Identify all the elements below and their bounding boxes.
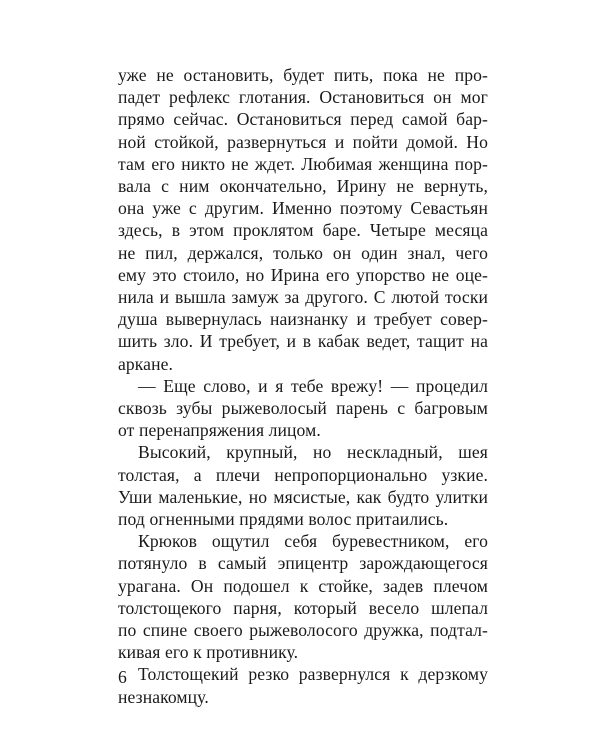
text-line: ему это стоило, но Ирина его упорство не оце- — [118, 264, 488, 285]
page-text — [118, 64, 488, 708]
paragraph-1 — [118, 64, 488, 375]
paragraph-3 — [118, 441, 488, 530]
text-line: толстая, а плечи непропорционально узкие. — [118, 464, 488, 485]
paragraph-5 — [118, 663, 488, 707]
text-line: по спине своего рыжеволосого дружка, подтал- — [118, 620, 488, 641]
paragraph-2 — [118, 375, 488, 442]
text-line: Уши маленькие, но мясистые, как будто улитки — [118, 486, 488, 507]
text-line: там его никто не ждет. Любимая женщина пор- — [118, 153, 488, 174]
text-line: кивая его к противнику. — [118, 642, 299, 663]
text-line: потянуло в самый эпицентр зарождающегося — [118, 553, 488, 574]
text-line: Крюков ощутил себя буревестником, его — [138, 531, 488, 552]
text-line: падет рефлекс глотания. Остановиться он мог — [118, 87, 488, 108]
text-line: шить зло. И требует, и в кабак ведет, тащит на — [118, 331, 488, 352]
text-line: вала с ним окончательно, Ирину не вернуть, — [118, 176, 488, 197]
text-line: не пил, держался, только он один знал, чего — [118, 242, 488, 263]
text-line: толстощекого парня, который весело шлепал — [118, 597, 488, 618]
text-line: — Еще слово, и я тебе врежу! — процедил — [138, 375, 488, 396]
text-line: ной стойкой, развернуться и пойти домой. Но — [118, 131, 488, 152]
text-line: под огненными прядями волос притаились. — [118, 509, 449, 530]
text-line: душа вывернулась наизнанку и требует совер- — [118, 309, 488, 330]
text-line: сквозь зубы рыжеволосый парень с багровым — [118, 398, 488, 419]
text-line: от перенапряжения лицом. — [118, 420, 321, 441]
text-line: аркане. — [118, 353, 174, 374]
page-number: 6 — [118, 667, 127, 687]
text-line: уже не остановить, будет пить, пока не про- — [118, 65, 488, 85]
text-line: прямо сейчас. Остановиться перед самой бар- — [118, 109, 488, 130]
text-line: незнакомцу. — [118, 686, 209, 707]
text-line: Высокий, крупный, но нескладный, шея — [138, 442, 488, 463]
text-line: Толстощекий резко развернулся к дерзкому — [138, 664, 488, 685]
text-line: урагана. Он подошел к стойке, задев плечом — [118, 575, 488, 596]
text-line: здесь, в этом проклятом баре. Четыре месяца — [118, 220, 488, 241]
paragraph-4 — [118, 530, 488, 663]
text-line: она уже с другим. Именно поэтому Севастьян — [118, 198, 488, 219]
text-line: нила и вышла замуж за другого. С лютой тоски — [118, 287, 488, 308]
